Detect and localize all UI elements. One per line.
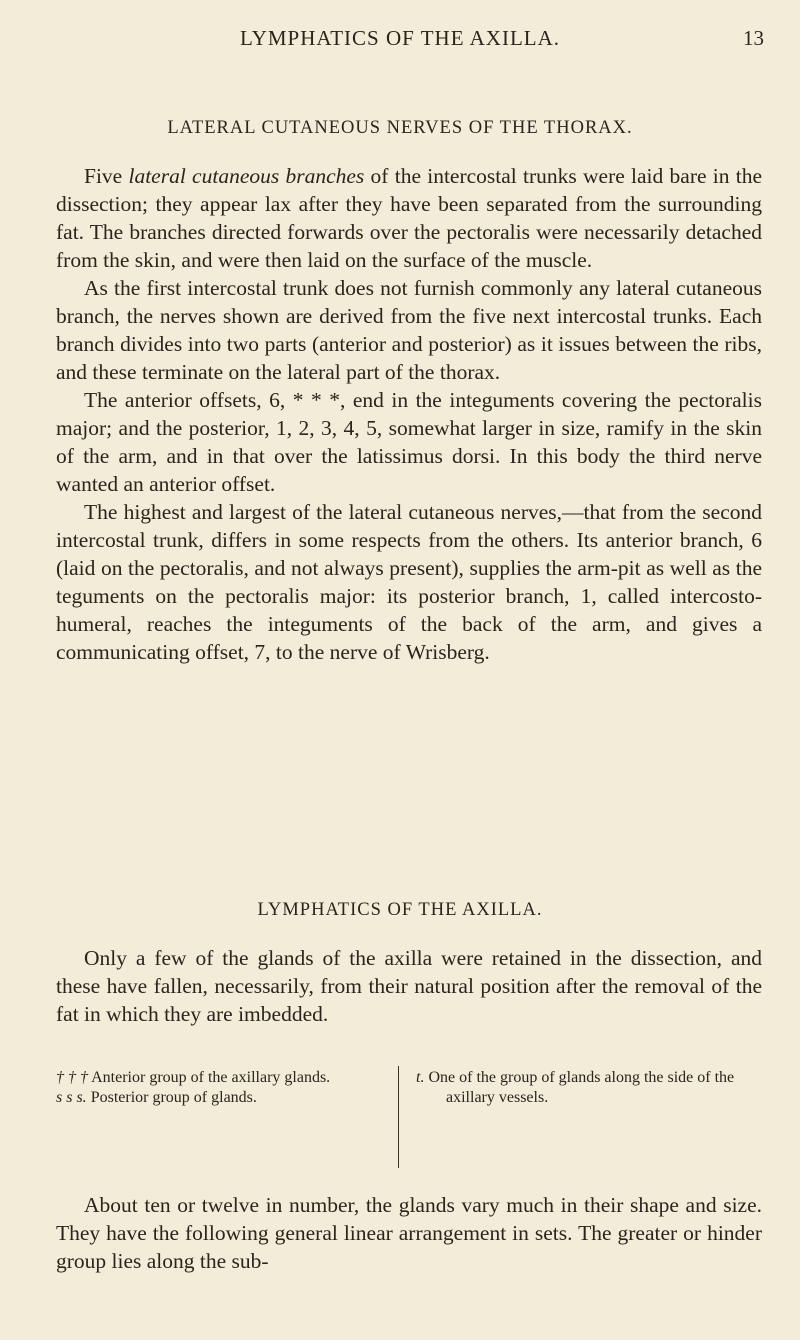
legend-mark: † † †: [56, 1069, 88, 1086]
paragraph: [56, 162, 762, 274]
running-head: [0, 26, 800, 56]
legend-text: Anterior group of the axillary glands.: [91, 1069, 331, 1086]
italic-term: lateral cutaneous branches: [128, 164, 365, 188]
paragraph: About ten or twelve in number, the glands vary much in their shape and size. They have the following general linear arrangement in sets. The greater or hinder group lies along the sub-: [56, 1193, 762, 1273]
paragraph: The anterior offsets, 6, * * *, end in the integuments covering the pectoralis major; and the posterior, 1, 2, 3, 4, 5, somewhat larger in size, ramify in the skin of the arm, and in that over the latissimus dorsi. In this body the third nerve wanted an anterior offset.: [56, 388, 762, 496]
legend-text: One of the group of glands along the side of the axillary vessels.: [428, 1069, 735, 1106]
section-heading-lymphatics: LYMPHATICS OF THE AXILLA.: [257, 900, 543, 920]
legend-mark: s s s.: [56, 1089, 87, 1106]
page-number: 13: [743, 26, 764, 50]
paragraph: Only a few of the glands of the axilla were retained in the dissection, and these have fallen, necessarily, from their natural position after the removal of the fat in which they are imbedded.: [56, 946, 762, 1026]
legend-item: [416, 1068, 762, 1108]
paragraph: As the first intercostal trunk does not furnish commonly any lateral cutaneous branch, the nerves shown are derived from the five next intercostal trunks. Each branch divides into two parts (anterior and posterior) as it issues between the ribs, and these terminate on the lateral part of the thorax.: [56, 276, 762, 384]
legend-right-column: [416, 1068, 762, 1108]
glands-text-block: [56, 1191, 762, 1275]
nerves-text-block: [56, 162, 762, 666]
paragraph-lead: Five: [84, 164, 129, 188]
running-title: LYMPHATICS OF THE AXILLA.: [239, 26, 561, 50]
legend-text: Posterior group of glands.: [90, 1089, 257, 1106]
legend-item: [56, 1088, 372, 1108]
legend-item: [56, 1068, 372, 1088]
legend-left-column: [56, 1068, 372, 1108]
legend-divider: [398, 1066, 399, 1168]
paragraph: The highest and largest of the lateral cutaneous nerves,—that from the second intercostal trunk, differs in some respects from the others. Its anterior branch, 6 (laid on the pectoralis, and not always present), supplies the arm-pit as well as the teguments on the pectoralis major: its posterior branch, 1, called intercosto-humeral, reaches the integuments of the back of the arm, and gives a communicating offset, 7, to the nerve of Wrisberg.: [56, 500, 762, 664]
legend-mark: t.: [416, 1069, 425, 1086]
section-heading-nerves: LATERAL CUTANEOUS NERVES OF THE THORAX.: [167, 118, 633, 138]
paragraph-rest: of the intercostal trunks were laid bare in the dissection; they appear lax after they have been separated from the surrounding fat. The branches directed forwards over the pectoralis were necessarily detached from the skin, and were then laid on the surface of the muscle.: [56, 164, 762, 272]
lymphatics-text-block: [56, 944, 762, 1028]
